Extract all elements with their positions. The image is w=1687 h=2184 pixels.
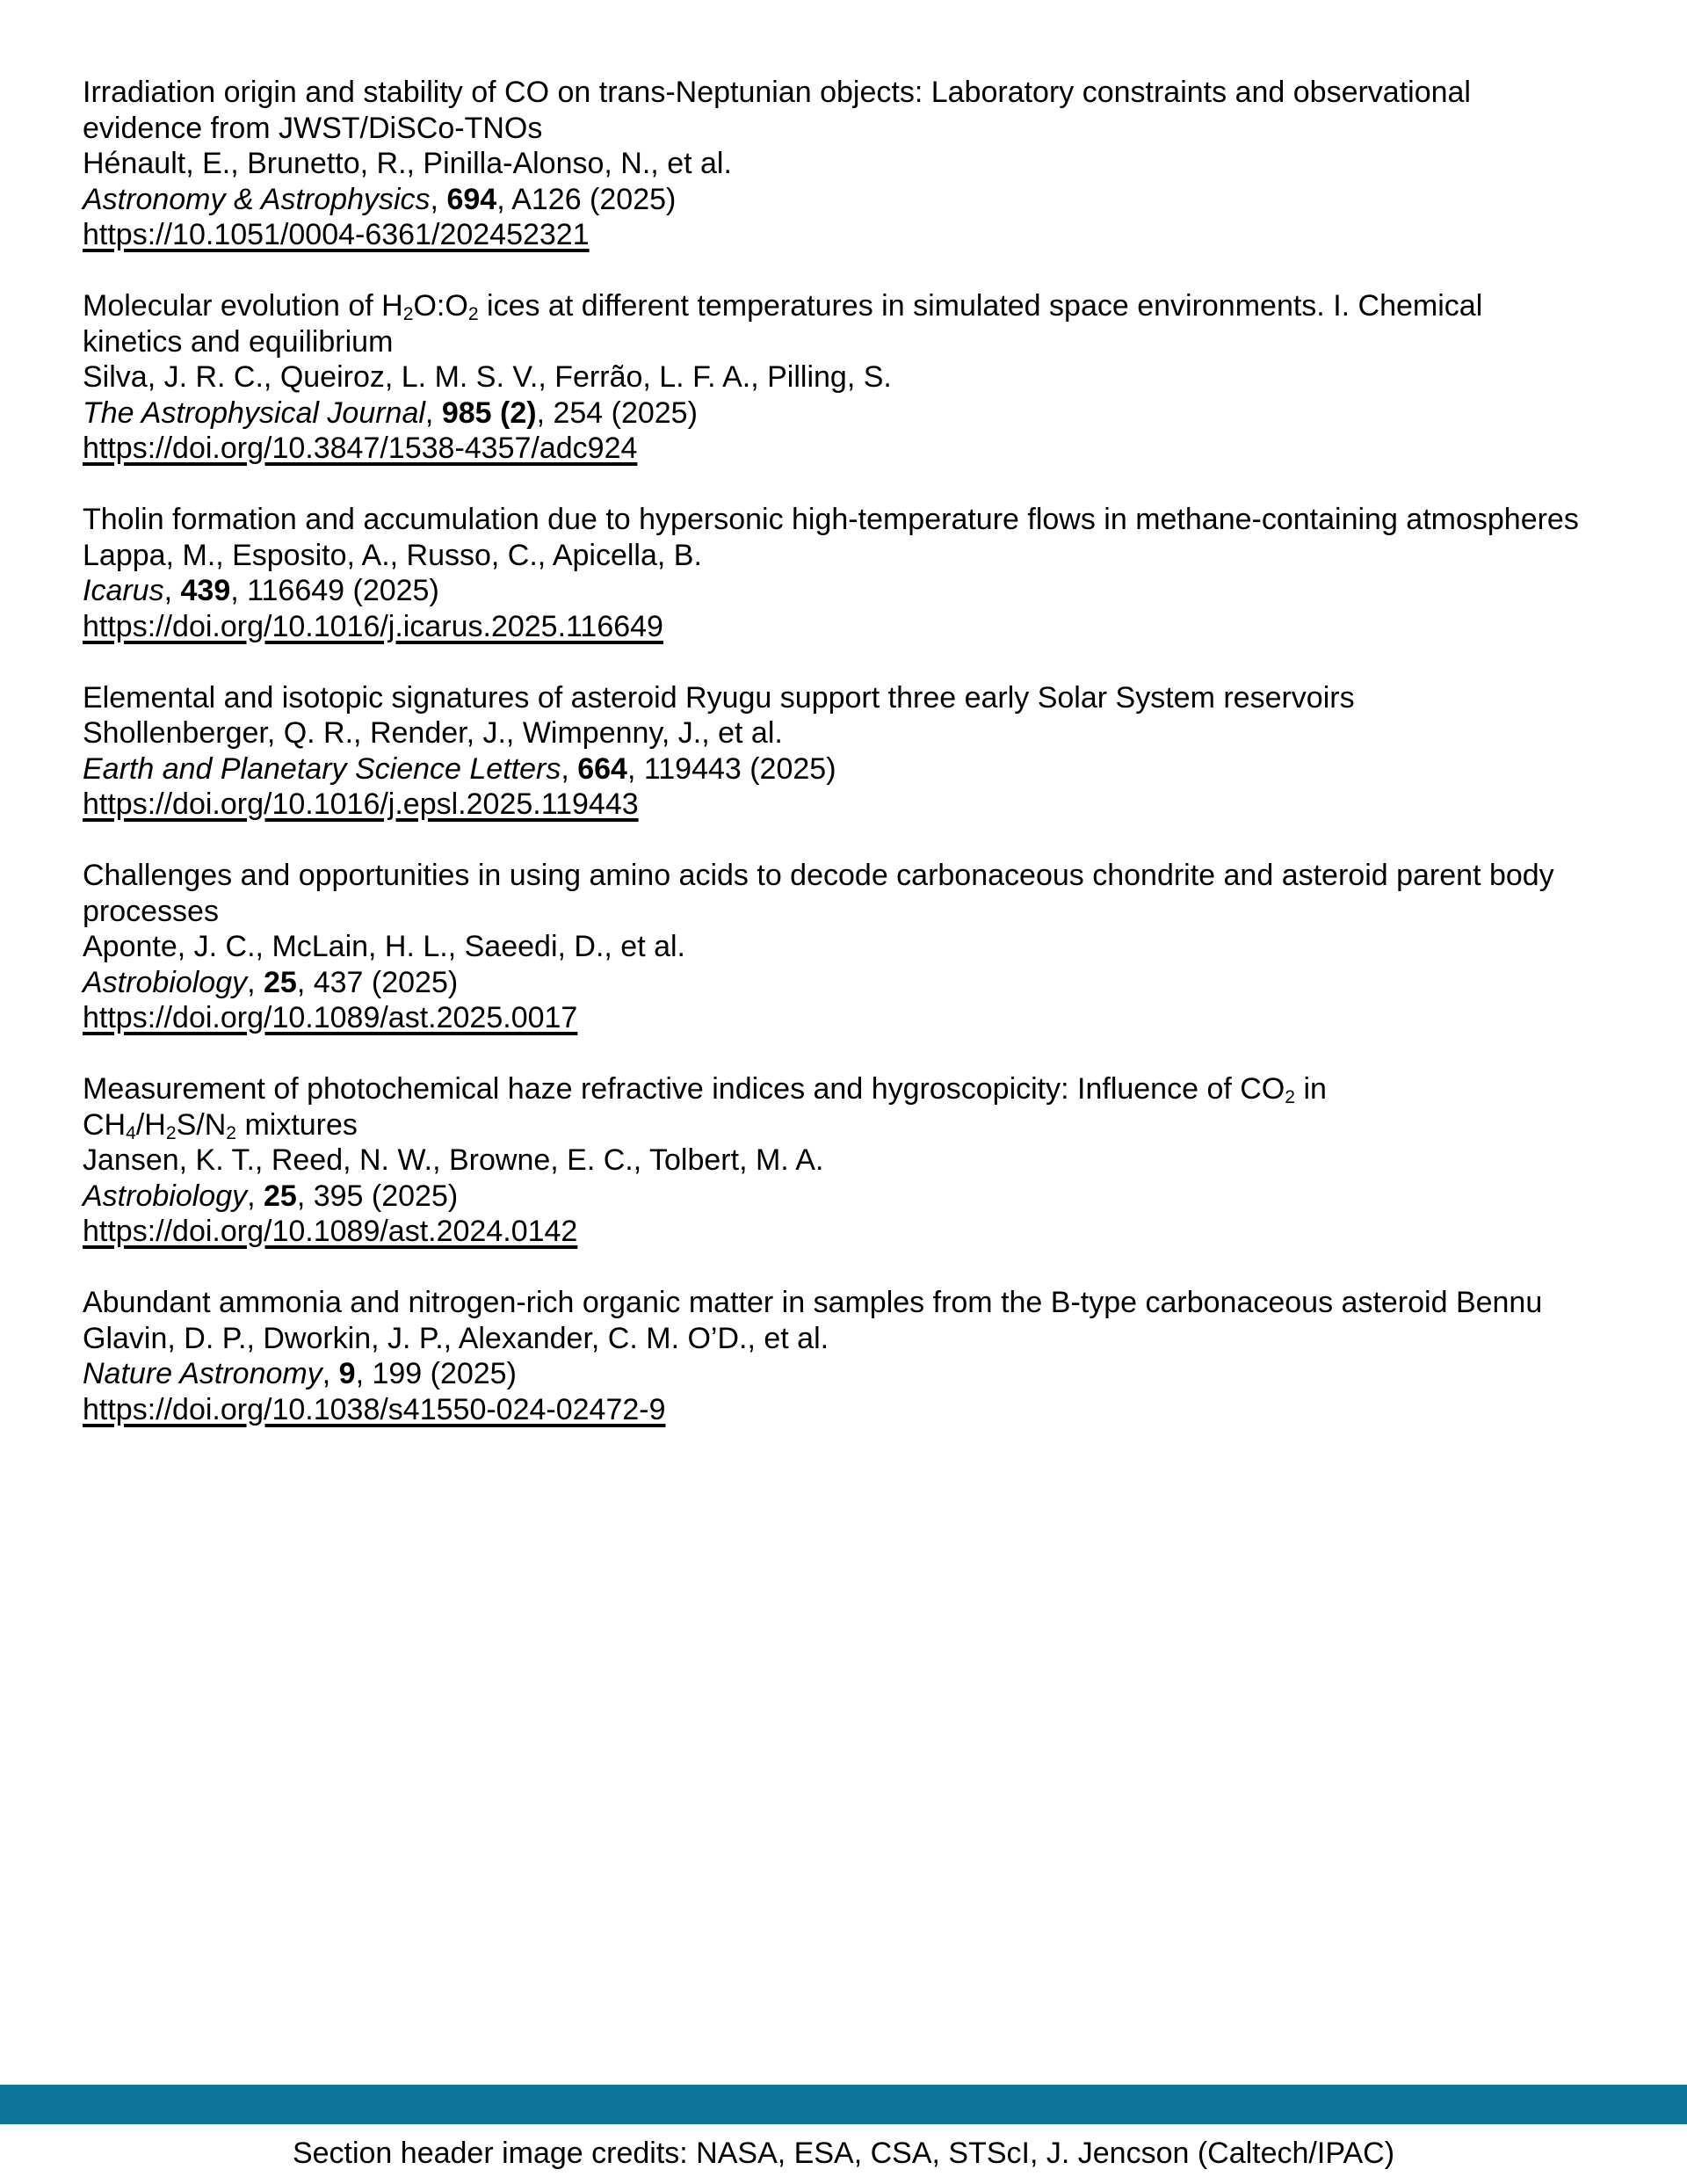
footer-image-credits: Section header image credits: NASA, ESA, CSA, STScI, J. Jencson (Caltech/IPAC): [292, 2137, 1395, 2170]
reference-entry: [83, 1285, 1620, 1427]
reference-entry: [83, 288, 1620, 467]
reference-doi-link[interactable]: https://doi.org/10.1089/ast.2024.0142: [83, 1215, 578, 1248]
reference-entry: [83, 502, 1620, 644]
reference-title: Irradiation origin and stability of CO on trans-Neptunian objects: Laboratory constraints and observational evidence from JWST/DiSCo-TNOs: [83, 76, 1471, 145]
reference-title: Abundant ammonia and nitrogen-rich organic matter in samples from the B-type carbonaceous asteroid Bennu: [83, 1286, 1543, 1319]
reference-doi-link[interactable]: https://doi.org/10.3847/1538-4357/adc924: [83, 432, 638, 465]
reference-journal: Astronomy & Astrophysics, 694, A126 (2025): [83, 182, 677, 216]
reference-doi-link[interactable]: https://doi.org/10.1016/j.icarus.2025.116649: [83, 609, 663, 643]
reference-authors: Lappa, M., Esposito, A., Russo, C., Apicella, B.: [83, 538, 702, 572]
reference-title: Measurement of photochemical haze refractive indices and hygroscopicity: Influence of CO2 in CH4/H2S/N2 mixtures: [83, 1072, 1327, 1143]
reference-journal: Earth and Planetary Science Letters, 664, 119443 (2025): [83, 751, 836, 786]
reference-title: Tholin formation and accumulation due to hypersonic high-temperature flows in methane-containing atmospheres: [83, 503, 1579, 536]
reference-journal: The Astrophysical Journal, 985 (2), 254 (2025): [83, 395, 698, 430]
reference-doi-link[interactable]: https://10.1051/0004-6361/202452321: [83, 218, 590, 251]
reference-journal: Astrobiology, 25, 395 (2025): [83, 1179, 459, 1213]
reference-authors: Shollenberger, Q. R., Render, J., Wimpenny, J., et al.: [83, 716, 783, 750]
reference-entry: [83, 1071, 1620, 1250]
reference-authors: Jansen, K. T., Reed, N. W., Browne, E. C., Tolbert, M. A.: [83, 1143, 824, 1177]
reference-title: Challenges and opportunities in using amino acids to decode carbonaceous chondrite and asteroid parent body processes: [83, 859, 1554, 928]
reference-journal: Nature Astronomy, 9, 199 (2025): [83, 1357, 517, 1390]
section-divider-bar: [0, 2085, 1687, 2124]
reference-doi-link[interactable]: https://doi.org/10.1038/s41550-024-02472-9: [83, 1392, 666, 1426]
reference-title: Molecular evolution of H2O:O2 ices at different temperatures in simulated space environments. I. Chemical kinetics and equilibrium: [83, 289, 1483, 359]
reference-entry: [83, 75, 1620, 253]
reference-authors: Silva, J. R. C., Queiroz, L. M. S. V., Ferrão, L. F. A., Pilling, S.: [83, 360, 892, 394]
reference-list: [83, 75, 1620, 1463]
reference-entry: [83, 858, 1620, 1036]
reference-authors: Glavin, D. P., Dworkin, J. P., Alexander, C. M. O’D., et al.: [83, 1321, 829, 1355]
reference-journal: Astrobiology, 25, 437 (2025): [83, 965, 459, 999]
reference-doi-link[interactable]: https://doi.org/10.1016/j.epsl.2025.119443: [83, 787, 639, 821]
reference-authors: Aponte, J. C., McLain, H. L., Saeedi, D., et al.: [83, 930, 685, 963]
reference-doi-link[interactable]: https://doi.org/10.1089/ast.2025.0017: [83, 1001, 578, 1034]
reference-authors: Hénault, E., Brunetto, R., Pinilla-Alonso, N., et al.: [83, 147, 732, 180]
reference-title: Elemental and isotopic signatures of asteroid Ryugu support three early Solar System reservoirs: [83, 680, 1355, 715]
reference-entry: [83, 680, 1620, 823]
reference-journal: Icarus, 439, 116649 (2025): [83, 574, 439, 607]
